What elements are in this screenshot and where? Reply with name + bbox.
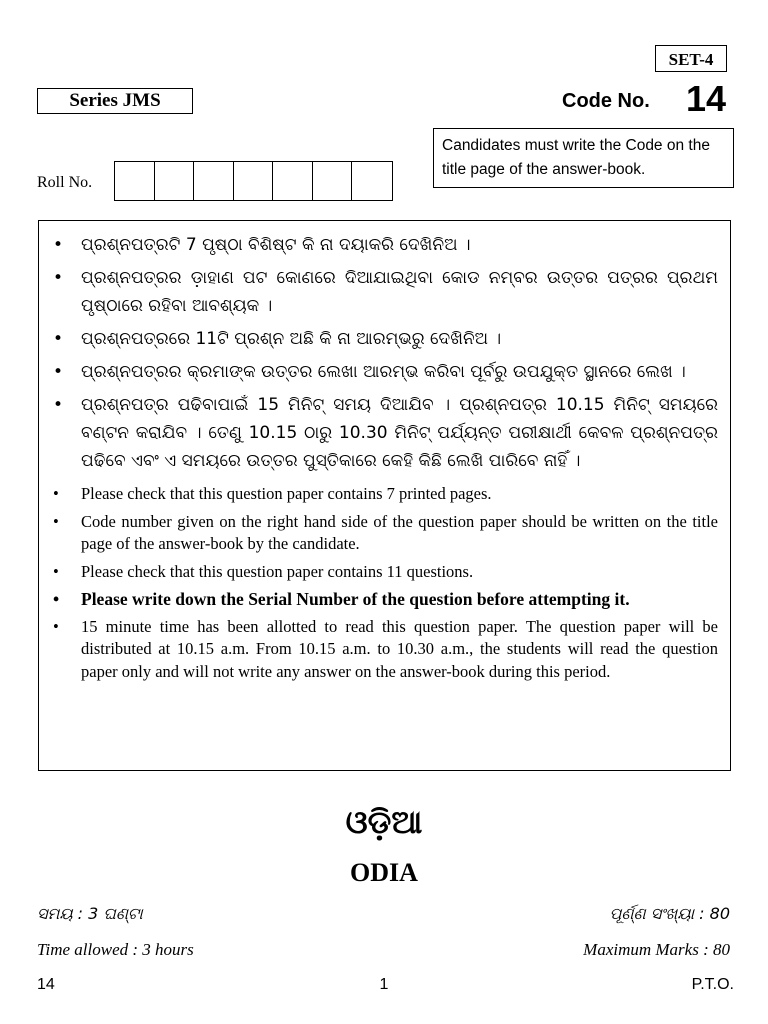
english-instruction: • 15 minute time has been allotted to read this question paper. The question paper will be distributed at 10.15 a.m. From 10.15 a.m. to 10.30 a.m., the students will read the question paper only and will not write any answer on the answer-book during this period.	[49, 616, 718, 684]
subject-title-english: ODIA	[350, 858, 418, 887]
odia-instruction: • ପ୍ରଶ୍ନପତ୍ର ପଢିବାପାଇଁ 15 ମିନିଟ୍ ସମୟ ଦିଆଯିବ । ପ୍ରଶ୍ନପତ୍ର 10.15 ମିନିଟ୍ ସମୟରେ ବଣ୍ଟନ କରାଯିବ । ତେଣୁ 10.15 ଠାରୁ 10.30 ମିନିଟ୍ ପର୍ଯ୍ୟନ୍ତ ପରୀକ୍ଷାର୍ଥୀ କେବଳ ପ୍ରଶ୍ନପତ୍ର ପଢିବେ ଏବଂ ଏ ସମୟରେ ଉତ୍ତର ପୁସ୍ତିକାରେ କେହି କିଛି ଲେଖି ପାରିବେ ନାହିଁ ।	[49, 391, 718, 475]
roll-cell[interactable]	[155, 162, 195, 200]
footer-code: 14	[37, 976, 55, 993]
odia-instructions-list	[49, 231, 718, 475]
odia-instruction: • ପ୍ରଶ୍ନପତ୍ରର ଡ଼ାହାଣ ପଟ କୋଣରେ ଦିଆଯାଇଥିବା କୋଡ ନମ୍ବର ଉତ୍ତର ପତ୍ରର ପ୍ରଥମ ପୃଷ୍ଠାରେ ରହିବା ଆବଶ୍ୟକ ।	[49, 264, 718, 320]
roll-cell[interactable]	[273, 162, 313, 200]
english-instruction: • Please check that this question paper contains 11 questions.	[49, 561, 718, 584]
odia-instruction: • ପ୍ରଶ୍ନପତ୍ରଟି 7 ପୃଷ୍ଠା ବିଶିଷ୍ଟ କି ନା ଦୟାକରି ଦେଖିନିଅ ।	[49, 231, 718, 259]
roll-cell[interactable]	[234, 162, 274, 200]
pto-label: P.T.O.	[691, 976, 734, 993]
page-number: 1	[379, 976, 389, 993]
subject-title-odia: ଓଡ଼ିଆ	[345, 803, 423, 841]
roll-cell[interactable]	[194, 162, 234, 200]
max-marks-english: Maximum Marks : 80	[583, 940, 730, 959]
time-allowed-odia: ସମୟ : 3 ଘଣ୍ଟା	[37, 904, 143, 923]
odia-instruction: • ପ୍ରଶ୍ନପତ୍ରରେ 11ଟି ପ୍ରଶ୍ନ ଅଛି କି ନା ଆରମ୍ଭରୁ ଦେଖିନିଅ ।	[49, 325, 718, 353]
set-label: SET-4	[655, 45, 727, 72]
odia-instruction: • ପ୍ରଶ୍ନପତ୍ରର କ୍ରମାଙ୍କ ଉତ୍ତର ଲେଖା ଆରମ୍ଭ କରିବା ପୂର୍ବରୁ ଉପଯୁକ୍ତ ସ୍ଥାନରେ ଲେଖ ।	[49, 358, 718, 386]
roll-cell[interactable]	[313, 162, 353, 200]
time-allowed-english: Time allowed : 3 hours	[37, 940, 194, 959]
english-instruction: • Code number given on the right hand side of the question paper should be written on the title page of the answer-book by the candidate.	[49, 511, 718, 556]
english-instructions-list	[49, 483, 718, 683]
candidates-note: Candidates must write the Code on the title page of the answer-book.	[433, 128, 734, 188]
series-label: Series JMS	[37, 88, 193, 114]
english-instruction: • Please check that this question paper contains 7 printed pages.	[49, 483, 718, 506]
english-instruction-bold: • Please write down the Serial Number of the question before attempting it.	[49, 588, 718, 611]
code-number: 14	[686, 78, 727, 119]
roll-cell[interactable]	[115, 162, 155, 200]
instructions-box	[38, 220, 731, 771]
roll-cell[interactable]	[352, 162, 392, 200]
roll-label: Roll No.	[37, 174, 93, 191]
roll-number-boxes[interactable]	[114, 161, 393, 201]
code-label: Code No.	[562, 90, 650, 112]
max-marks-odia: ପୂର୍ଣ୍ଣ ସଂଖ୍ୟା : 80	[609, 904, 730, 923]
